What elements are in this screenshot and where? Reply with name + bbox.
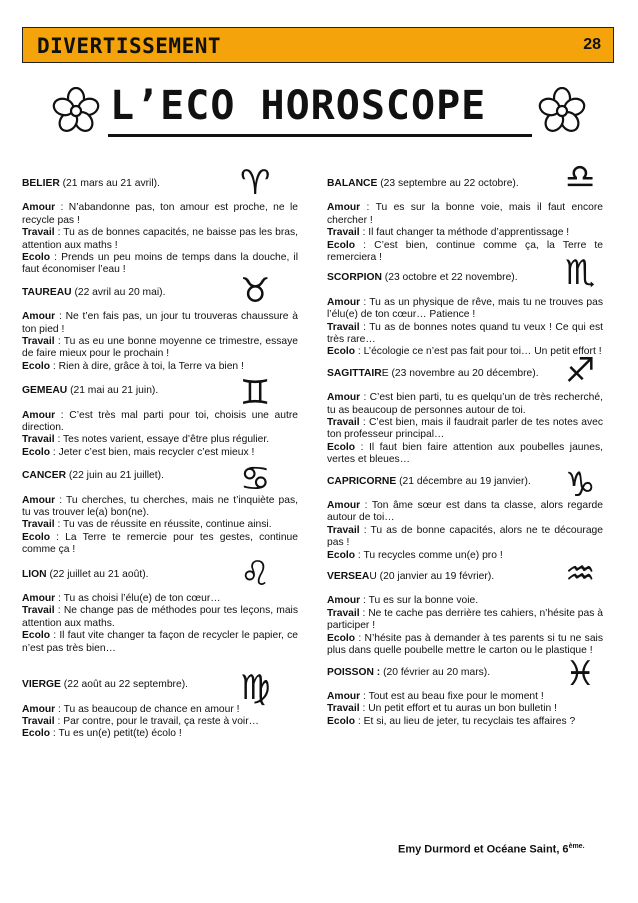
title-row [52, 83, 592, 145]
sign-name-suffix: E [381, 367, 389, 379]
travail-text: : Ne te cache pas derrière tes cahiers, n’hésite pas à participer ! [327, 607, 603, 632]
amour-label: Amour [327, 500, 361, 512]
ecolo-label: Ecolo [22, 630, 51, 642]
travail-line [327, 703, 603, 715]
ecolo-line [22, 532, 298, 557]
amour-text: : N’abandonne pas, ton amour est proche, ne le recycle pas ! [22, 202, 298, 226]
amour-text: : Tu as un physique de rêve, mais tu ne trouves pas l’élu(e) de ton cœur… Patience ! [327, 296, 603, 321]
sign-name: BALANCE [327, 178, 378, 189]
travail-line [327, 417, 603, 442]
amour-label: Amour [22, 311, 56, 323]
amour-line [327, 297, 603, 322]
sign-name-suffix: U [369, 571, 377, 583]
zodiac-vierge-icon: ♍ [240, 668, 271, 709]
travail-text: : C’est bien, mais il faudrait parler de tes notes avec ton professeur principal… [327, 417, 603, 441]
ecolo-label: Ecolo [327, 632, 356, 644]
amour-label: Amour [22, 409, 56, 421]
horoscope-gemeau [22, 373, 298, 459]
travail-line [327, 322, 603, 347]
horoscope-capricorne [327, 464, 603, 562]
title-underline [108, 134, 532, 137]
travail-line [22, 519, 298, 531]
sign-dates: (22 juin au 21 juillet). [66, 470, 164, 482]
amour-line [22, 593, 298, 605]
sign-dates: (20 janvier au 19 février). [376, 571, 495, 583]
travail-line [327, 227, 603, 239]
amour-line [22, 202, 298, 227]
travail-line [327, 525, 603, 550]
amour-text: : Tu es sur la bonne voie, mais il faut encore chercher ! [327, 202, 603, 226]
travail-line [22, 336, 298, 361]
amour-text: : Ne t’en fais pas, un jour tu trouveras chaussure à ton pied ! [22, 311, 298, 335]
zodiac-cancer-icon: ♋ [240, 459, 271, 500]
ecolo-text: : La Terre te remercie pour tes gestes, continue comme ça ! [22, 531, 298, 556]
amour-text: : Tu es sur la bonne voie. [360, 595, 479, 607]
flower-icon [538, 87, 586, 135]
flower-icon [52, 87, 100, 135]
zodiac-lion-icon: ♌ [240, 553, 271, 594]
amour-text: : Tu cherches, tu cherches, mais ne t’inquiète pas, tu vas trouver le(a) bon(ne). [22, 494, 298, 519]
travail-label: Travail [327, 607, 360, 619]
travail-label: Travail [327, 321, 360, 333]
ecolo-line [327, 240, 603, 265]
amour-label: Amour [327, 296, 361, 308]
travail-label: Travail [327, 417, 360, 429]
ecolo-line [327, 346, 603, 358]
ecolo-text: : Et si, au lieu de jeter, tu recyclais tes affaires ? [355, 715, 576, 727]
sign-dates: (20 février au 20 mars). [380, 666, 491, 678]
amour-line [22, 311, 298, 336]
amour-label: Amour [327, 202, 361, 214]
author-credit: Emy Durmord et Océane Saint, $6^{ème.}$ [398, 843, 585, 856]
amour-text: : Tu as choisi l’élu(e) de ton cœur… [55, 593, 221, 605]
ecolo-label: Ecolo [327, 549, 356, 561]
sign-name: BELIER [22, 178, 60, 189]
horoscope-lion [22, 553, 298, 655]
zodiac-gemeau-icon: ♊ [240, 373, 271, 414]
page-title: L’ECO HOROSCOPE [110, 83, 487, 129]
amour-line [327, 595, 603, 607]
amour-line [327, 202, 603, 227]
ecolo-line [22, 447, 298, 459]
page-number: 28 [583, 36, 601, 53]
sign-heading [327, 476, 603, 488]
sign-name: SAGITTAIR [327, 367, 382, 379]
sign-heading [327, 272, 603, 284]
ecolo-label: Ecolo [327, 346, 356, 358]
sign-name: GEMEAU [22, 385, 68, 397]
ecolo-label: Ecolo [22, 252, 51, 264]
amour-text: : Tout est au beau fixe pour le moment ! [360, 690, 544, 702]
horoscope-vierge [22, 668, 298, 741]
travail-label: Travail [22, 227, 55, 239]
ecolo-label: Ecolo [22, 360, 51, 372]
sign-heading [327, 667, 603, 679]
ecolo-label: Ecolo [327, 239, 356, 251]
sign-heading [327, 571, 603, 583]
section-title: DIVERTISSEMENT [37, 34, 222, 58]
sign-name: VERSEA [327, 571, 370, 583]
travail-label: Travail [22, 336, 55, 348]
travail-line [22, 605, 298, 630]
amour-text: : Ton âme sœur est dans ta classe, alors regarde autour de toi… [327, 500, 603, 524]
amour-text: : C’est bien parti, tu es quelqu’un de très recherché, tu as beaucoup de personnes autour de toi. [327, 392, 603, 416]
sign-dates: (22 juillet au 21 août). [46, 568, 149, 580]
travail-text: : Tu as de bonnes capacités, ne baisse pas les bras, attention aux maths ! [22, 227, 298, 251]
amour-label: Amour [327, 690, 361, 702]
amour-label: Amour [22, 703, 56, 715]
travail-text: : Tu as de bonne capacités, alors ne te décourage pas ! [327, 524, 603, 549]
travail-text: : Tu as de bonnes notes quand tu veux ! Ce qui est très rare… [327, 321, 603, 346]
ecolo-line [22, 361, 298, 373]
travail-label: Travail [327, 227, 360, 239]
amour-label: Amour [22, 593, 56, 605]
sign-dates: (21 décembre au 19 janvier). [396, 475, 531, 487]
amour-line [327, 392, 603, 417]
horoscope-taureau [22, 270, 298, 373]
ecolo-line [22, 728, 298, 740]
amour-line [327, 500, 603, 525]
sign-name: POISSON : [327, 666, 381, 678]
sign-name: TAUREAU [22, 286, 72, 298]
sign-heading [327, 368, 603, 380]
travail-line [22, 716, 298, 728]
amour-label: Amour [22, 494, 56, 506]
ecolo-line [327, 550, 603, 562]
travail-label: Travail [327, 703, 360, 715]
sign-dates: (21 mars au 21 avril). [59, 178, 160, 189]
travail-label: Travail [22, 715, 55, 727]
ecolo-text: : Il faut vite changer ta façon de recycler le papier, ce n’est pas très bien… [22, 630, 298, 654]
horoscope-poisson [327, 653, 603, 729]
ecolo-text: : C’est bien, continue comme ça, la Terre te remerciera ! [327, 239, 603, 264]
sign-name: CAPRICORNE [327, 475, 397, 487]
sign-dates: (22 avril au 20 mai). [71, 286, 166, 298]
ecolo-label: Ecolo [22, 728, 51, 740]
horoscope-scorpion [327, 253, 603, 358]
amour-text: : C’est très mal parti pour toi, choisis une autre direction. [22, 409, 298, 434]
ecolo-text: : Rien à dire, grâce à toi, la Terre va bien ! [50, 360, 244, 372]
ecolo-line [22, 630, 298, 655]
ecolo-text: : Tu es un(e) petit(te) écolo ! [50, 728, 182, 740]
sign-dates: (23 septembre au 22 octobre). [377, 178, 519, 189]
zodiac-verseau-icon: ♒ [565, 554, 596, 595]
travail-text: : Il faut changer ta méthode d’apprentissage ! [359, 227, 570, 239]
ecolo-line [327, 716, 603, 728]
travail-label: Travail [327, 524, 360, 536]
travail-text: : Ne change pas de méthodes pour tes leçons, mais attention aux maths. [22, 605, 298, 629]
zodiac-capricorne-icon: ♑ [565, 464, 596, 505]
ecolo-text: : Il faut bien faire attention aux poubelles jaunes, vertes et bleues… [327, 441, 603, 466]
zodiac-belier-icon: ♈ [240, 163, 271, 203]
sign-dates: (23 octobre et 22 novembre). [381, 272, 518, 284]
sign-dates: (22 août au 22 septembre). [60, 679, 188, 691]
header-banner [22, 27, 614, 63]
travail-label: Travail [22, 519, 55, 531]
amour-label: Amour [327, 392, 361, 404]
travail-line [22, 434, 298, 446]
zodiac-poisson-icon: ♓ [565, 653, 596, 694]
amour-label: Amour [327, 595, 361, 607]
left-column [22, 163, 298, 741]
horoscope-belier [22, 163, 298, 277]
amour-label: Amour [22, 202, 56, 214]
ecolo-label: Ecolo [327, 715, 356, 727]
travail-text: : Tes notes varient, essaye d’être plus régulier. [54, 434, 270, 446]
zodiac-taureau-icon: ♉ [240, 270, 271, 311]
sign-heading [327, 178, 603, 190]
ecolo-label: Ecolo [327, 441, 356, 453]
travail-text: : Tu as eu une bonne moyenne ce trimestre, essaye de faire mieux pour le prochain ! [22, 336, 298, 360]
sign-name: VIERGE [22, 679, 61, 691]
ecolo-label: Ecolo [22, 531, 51, 543]
ecolo-line [327, 633, 603, 658]
sign-dates: (23 novembre au 20 décembre). [388, 367, 539, 379]
amour-line [22, 410, 298, 435]
ecolo-text: : Jeter c’est bien, mais recycler c’est mieux ! [50, 446, 255, 458]
travail-text: : Tu vas de réussite en réussite, continue ainsi. [54, 519, 272, 531]
sign-dates: (21 mai au 21 juin). [67, 385, 159, 397]
travail-text: : Un petit effort et tu auras un bon bulletin ! [359, 703, 557, 715]
travail-label: Travail [22, 434, 55, 446]
sign-name: SCORPION [327, 272, 382, 284]
travail-line [327, 608, 603, 633]
horoscope-balance [327, 157, 603, 264]
ecolo-text: : Tu recycles comme un(e) pro ! [355, 549, 503, 561]
ecolo-text: : N’hésite pas à demander à tes parents si tu ne sais plus dans quelle poubelle mettre le carton ou le plastique ! [327, 632, 603, 657]
travail-label: Travail [22, 605, 55, 617]
ecolo-text: : L’écologie ce n’est pas fait pour toi… Un petit effort ! [355, 346, 602, 358]
ecolo-text: : Prends un peu moins de temps dans la douche, il faut économiser l’eau ! [22, 252, 298, 276]
zodiac-scorpion-icon: ♏ [565, 253, 596, 294]
ecolo-line [327, 442, 603, 467]
sign-name: LION [22, 568, 47, 580]
travail-line [22, 227, 298, 252]
ecolo-label: Ecolo [22, 446, 51, 458]
sign-name: CANCER [22, 470, 67, 482]
travail-text: : Par contre, pour le travail, ça reste à voir… [54, 715, 259, 727]
amour-line [327, 691, 603, 703]
horoscope-cancer [22, 459, 298, 556]
amour-text: : Tu as beaucoup de chance en amour ! [55, 703, 240, 715]
zodiac-balance-icon: ♎ [565, 157, 596, 197]
right-column [327, 157, 603, 728]
zodiac-sagittaire-icon: ♐ [565, 350, 596, 391]
